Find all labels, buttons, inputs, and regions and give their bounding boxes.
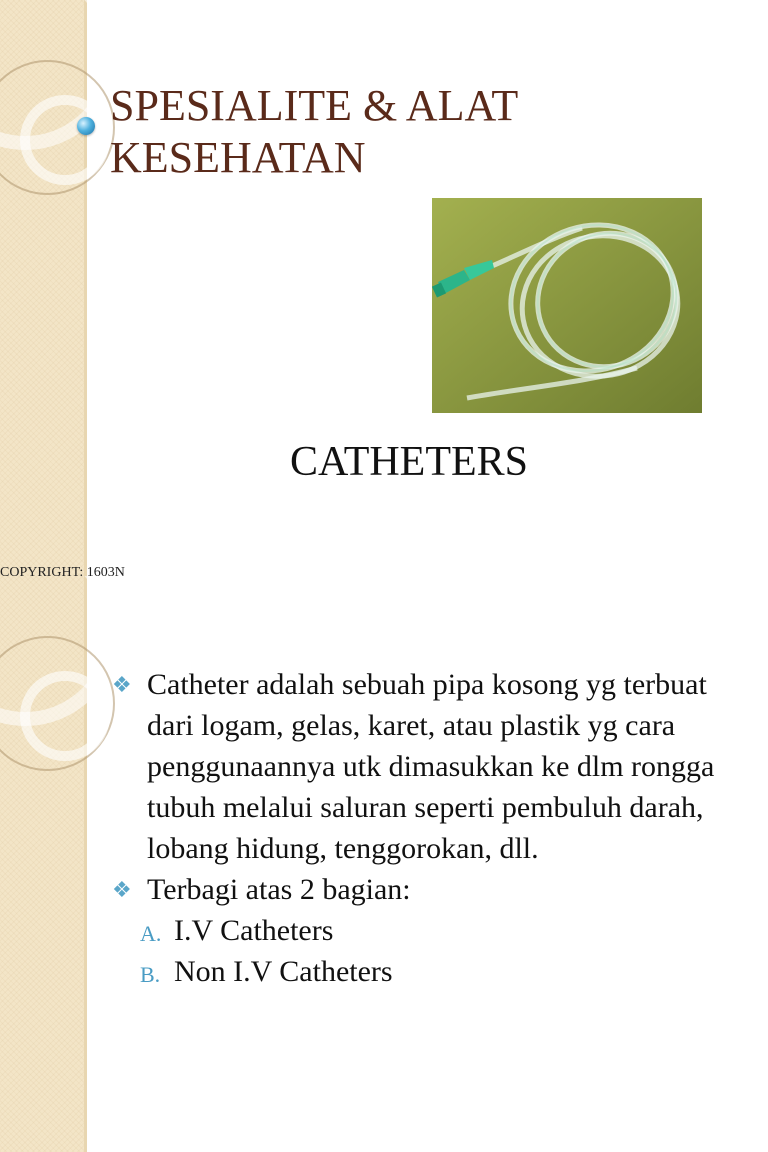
- bullet-text: Terbagi atas 2 bagian:: [147, 873, 411, 906]
- slide-title: SPESIALITE & ALAT KESEHATAN: [110, 81, 518, 182]
- decorative-ring-small: [20, 671, 110, 761]
- diamond-bullet-icon: ❖: [112, 672, 132, 697]
- catheter-illustration: [432, 198, 702, 413]
- bullet-list: [112, 664, 742, 992]
- catheter-tube-photo: [432, 198, 702, 413]
- sub-list-item: [112, 910, 742, 951]
- list-item: [112, 664, 742, 869]
- sub-list-container: [112, 910, 742, 992]
- list-letter: B.: [140, 962, 161, 987]
- copyright-text: COPYRIGHT: 1603N: [0, 565, 125, 576]
- sub-item-text: I.V Catheters: [174, 914, 334, 947]
- slide-2: [0, 576, 768, 1152]
- sub-list: [112, 910, 742, 992]
- sub-list-item: [112, 951, 742, 992]
- slide-caption: CATHETERS: [290, 439, 529, 485]
- diamond-bullet-icon: ❖: [112, 877, 132, 902]
- list-item: [112, 869, 742, 910]
- blue-orb-icon: [77, 117, 95, 135]
- bullet-text: Catheter adalah sebuah pipa kosong yg terbuat dari logam, gelas, karet, atau plastik yg cara penggunaannya utk dimasukkan ke dlm rongga tubuh melalui saluran seperti pembuluh darah, lobang hidung, tenggorokan, dll.: [147, 668, 715, 865]
- decorative-ring-small: [20, 95, 110, 185]
- list-letter: A.: [140, 921, 162, 946]
- sub-item-text: Non I.V Catheters: [174, 955, 393, 988]
